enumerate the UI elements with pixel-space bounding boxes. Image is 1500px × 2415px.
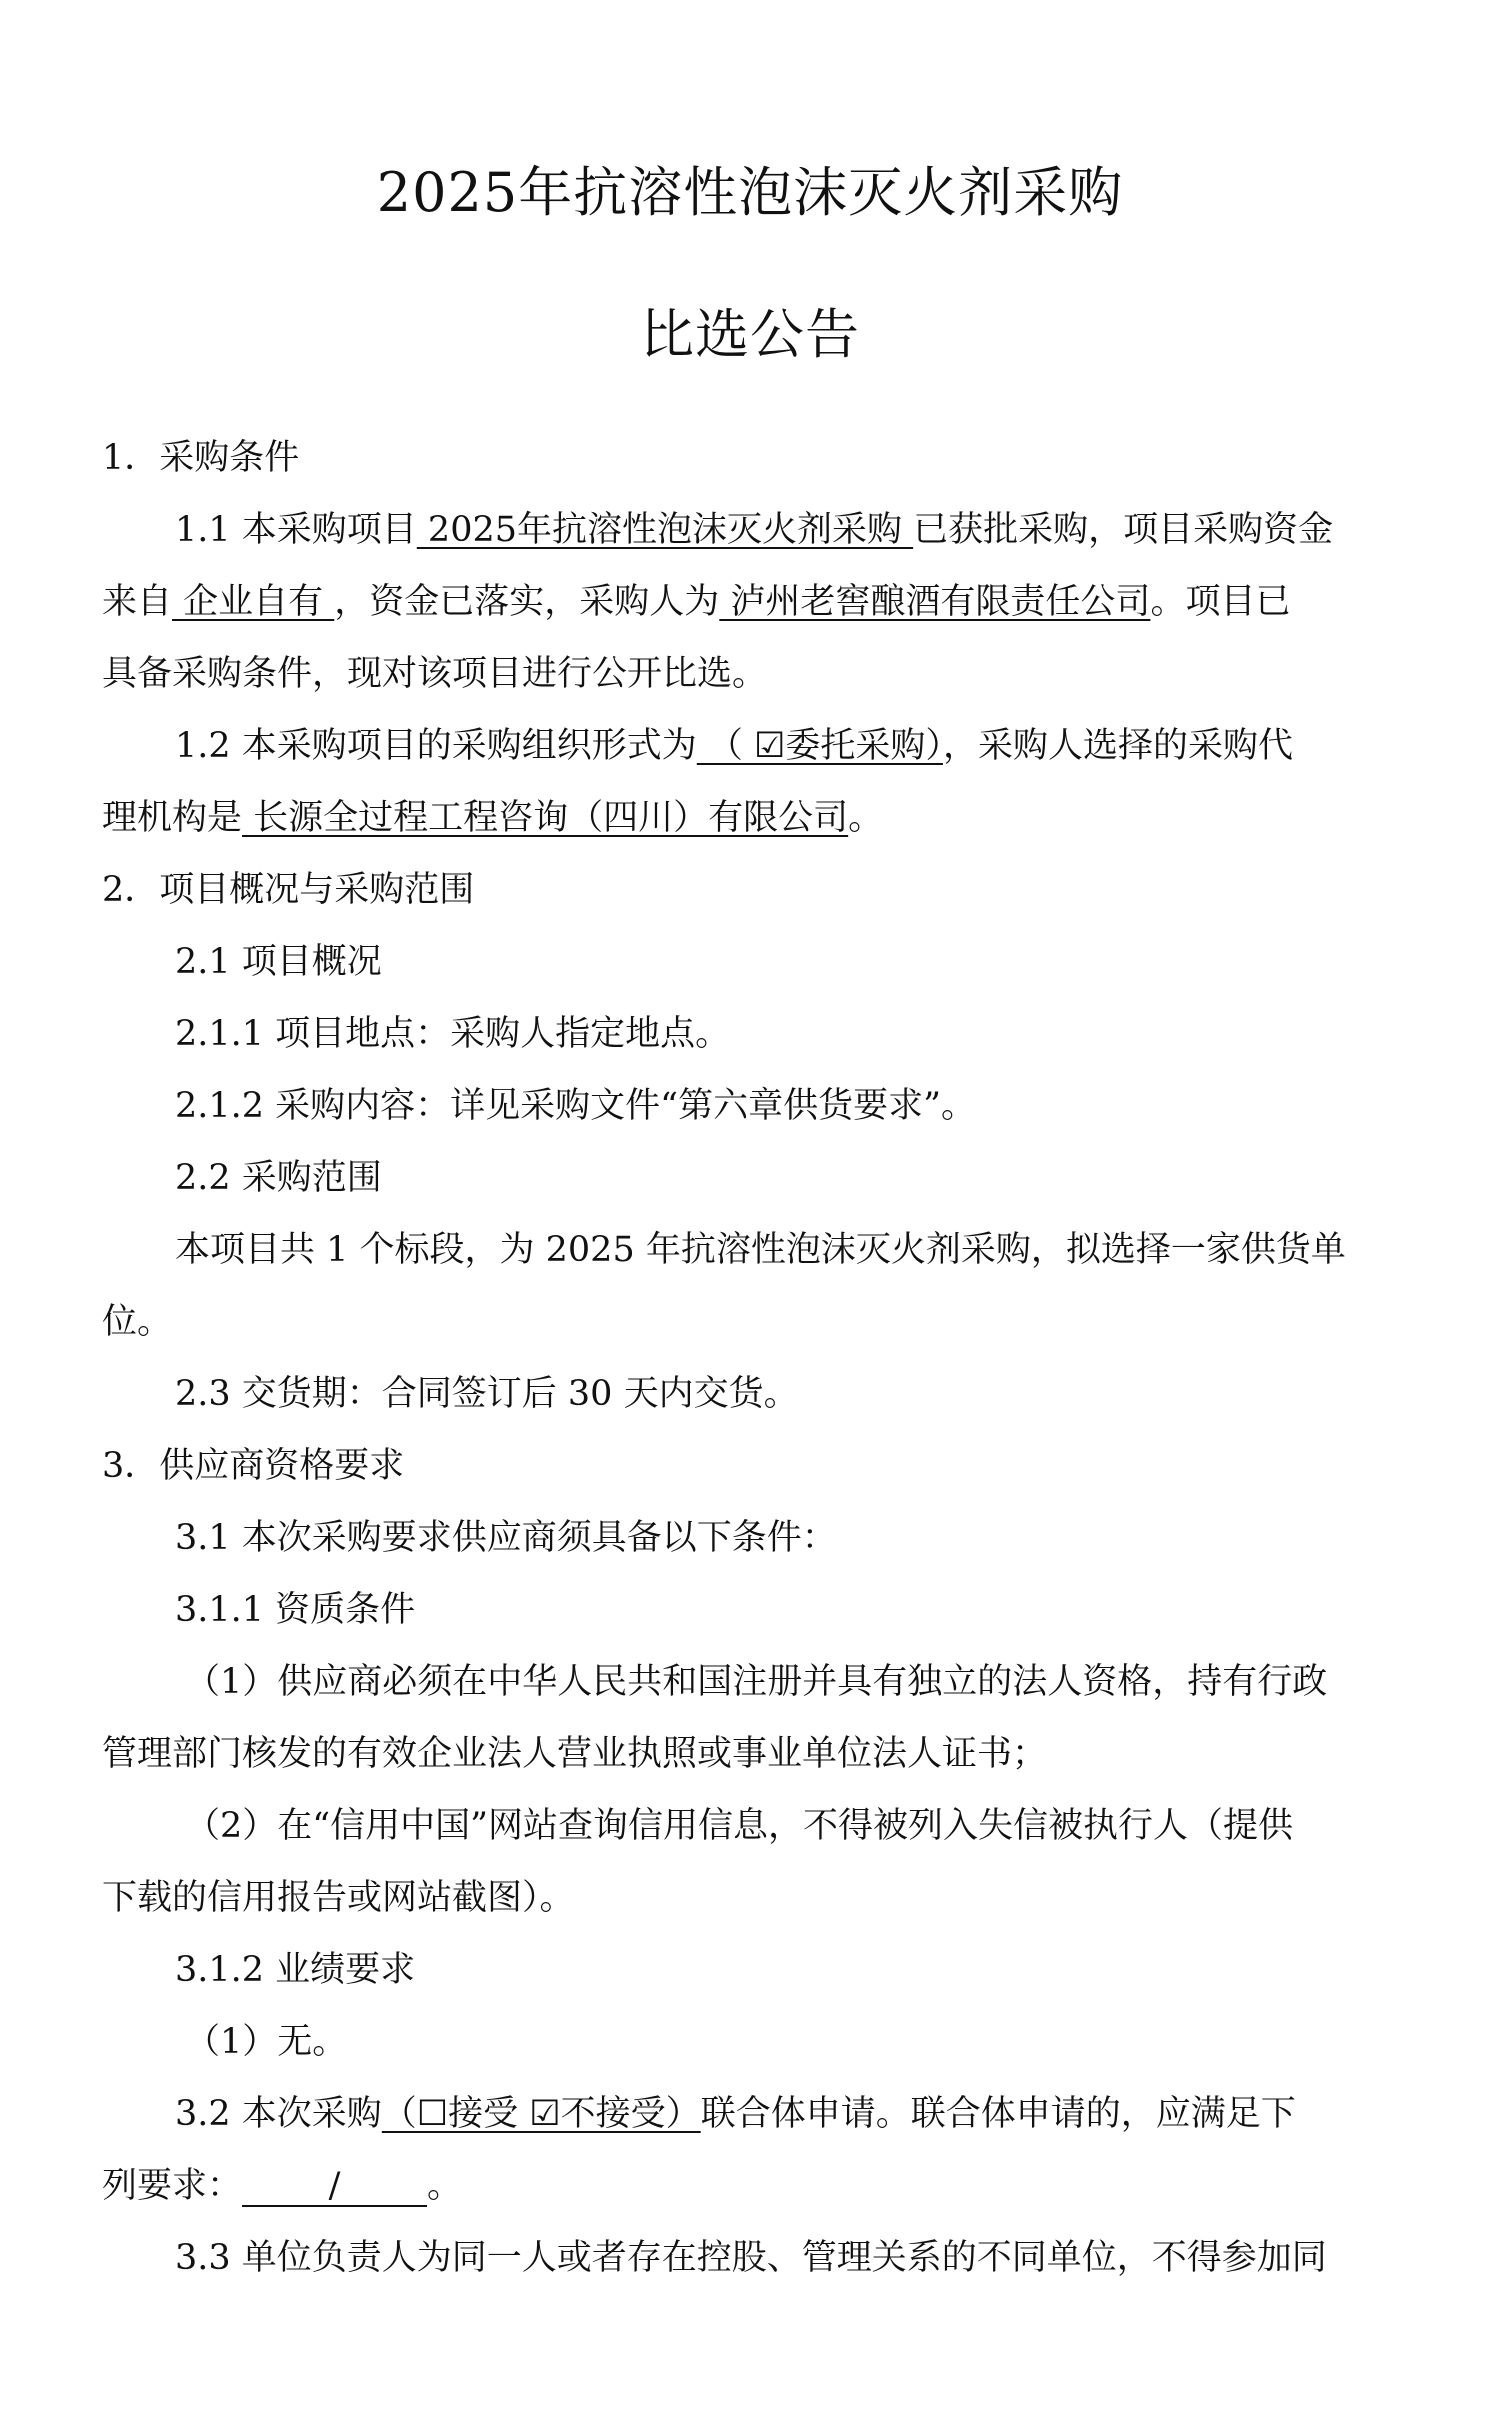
consortium-options: （☐接受 ☑不接受） xyxy=(381,2094,701,2134)
section-heading-3: 3．供应商资格要求 xyxy=(102,1446,405,1486)
para-1-1-cont: 来自 企业自有 ，资金已落实，采购人为 泸州老窖酿酒有限责任公司。项目已 xyxy=(102,582,1291,622)
para-3-2: 3.2 本次采购（☐接受 ☑不接受）联合体申请。联合体申请的，应满足下 xyxy=(175,2094,1296,2134)
para-3-1: 3.1 本次采购要求供应商须具备以下条件： xyxy=(175,1518,837,1558)
para-3-3: 3.3 单位负责人为同一人或者存在控股、管理关系的不同单位，不得参加同 xyxy=(175,2238,1327,2278)
para-1-1: 1.1 本采购项目 2025年抗溶性泡沫灭火剂采购 已获批采购，项目采购资金 xyxy=(175,510,1334,550)
para-3-1-1-item2: （2）在“信用中国”网站查询信用信息，不得被列入失信被执行人（提供 xyxy=(185,1806,1294,1846)
para-1-2: 1.2 本采购项目的采购组织形式为 （ ☑委托采购），采购人选择的采购代 xyxy=(175,726,1293,766)
purchaser-name: 泸州老窖酿酒有限责任公司 xyxy=(719,582,1151,622)
para-3-2-cont: 列要求： / 。 xyxy=(102,2166,463,2206)
fund-source: 企业自有 xyxy=(172,582,335,622)
para-2-1-2: 2.1.2 采购内容：详见采购文件“第六章供货要求”。 xyxy=(175,1086,976,1126)
section-heading-1: 1．采购条件 xyxy=(102,438,300,478)
agency-name: 长源全过程工程咨询（四川）有限公司 xyxy=(242,798,849,838)
para-3-1-1-item1-cont: 管理部门核发的有效企业法人营业执照或事业单位法人证书； xyxy=(102,1734,1048,1774)
subheading-3-1-1: 3.1.1 资质条件 xyxy=(175,1590,416,1630)
section-heading-2: 2．项目概况与采购范围 xyxy=(102,870,475,910)
subheading-2-2: 2.2 采购范围 xyxy=(175,1158,382,1198)
subheading-2-1: 2.1 项目概况 xyxy=(175,942,382,982)
subheading-3-1-2: 3.1.2 业绩要求 xyxy=(175,1950,416,1990)
para-2-3: 2.3 交货期：合同签订后 30 天内交货。 xyxy=(175,1374,799,1414)
project-name: 2025年抗溶性泡沫灭火剂采购 xyxy=(416,510,914,550)
organization-form: （ ☑委托采购） xyxy=(696,726,943,766)
para-2-1-1: 2.1.1 项目地点：采购人指定地点。 xyxy=(175,1014,731,1054)
para-3-1-1-item2-cont: 下载的信用报告或网站截图）。 xyxy=(102,1878,575,1918)
para-2-2: 本项目共 1 个标段，为 2025 年抗溶性泡沫灭火剂采购，拟选择一家供货单 xyxy=(175,1230,1346,1270)
para-3-1-1-item1: （1）供应商必须在中华人民共和国注册并具有独立的法人资格，持有行政 xyxy=(185,1662,1328,1702)
doc-title-line2: 比选公告 xyxy=(640,303,860,366)
para-1-1-end: 具备采购条件，现对该项目进行公开比选。 xyxy=(102,654,768,694)
consortium-requirements-blank: / xyxy=(242,2168,427,2207)
para-2-2-cont: 位。 xyxy=(102,1302,173,1342)
para-1-2-cont: 理机构是 长源全过程工程咨询（四川）有限公司。 xyxy=(102,798,884,838)
para-3-1-2-item1: （1）无。 xyxy=(185,2022,348,2062)
doc-title-line1: 2025年抗溶性泡沫灭火剂采购 xyxy=(376,161,1124,224)
